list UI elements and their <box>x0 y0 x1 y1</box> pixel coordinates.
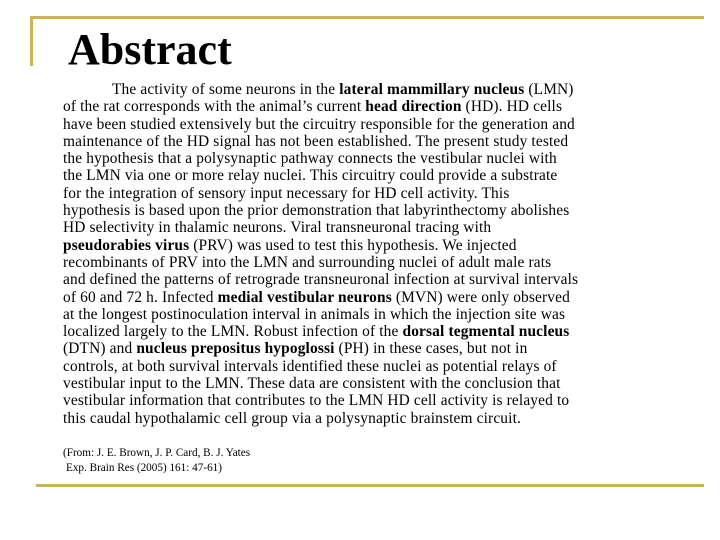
term-ph: nucleus prepositus hypoglossi <box>136 340 335 358</box>
abstract-line: and defined the patterns of retrograde transneuronal infection at survival intervals <box>63 271 579 289</box>
abstract-line: this caudal hypothalamic cell group via a polysynaptic brainstem circuit. <box>63 409 521 427</box>
accent-bar-top <box>30 16 704 19</box>
accent-bar-vertical <box>30 16 33 66</box>
abstract-line: recombinants of PRV into the LMN and surrounding nuclei of adult male rats <box>63 253 552 271</box>
term-head-direction: head direction <box>365 98 462 116</box>
term-prv: pseudorabies virus <box>63 236 190 254</box>
abstract-line: of 60 and 72 h. Infected medial vestibular neurons (MVN) were only observed <box>63 288 570 306</box>
abstract-line: vestibular input to the LMN. These data are consistent with the conclusion that <box>63 375 561 393</box>
abstract-line: maintenance of the HD signal has not been established. The present study tested <box>63 132 569 150</box>
abstract-line: vestibular information that contributes to the LMN HD cell activity is relayed to <box>63 392 570 410</box>
abstract-line: the hypothesis that a polysynaptic pathway connects the vestibular nuclei with <box>63 150 557 168</box>
accent-bar-bottom <box>36 484 704 487</box>
abstract-line: the LMN via one or more relay nuclei. This circuitry could provide a substrate <box>63 167 558 185</box>
citation-journal: Exp. Brain Res (2005) 161: 47-61) <box>66 462 222 474</box>
abstract-line: hypothesis is based upon the prior demonstration that labyrinthectomy abolishes <box>63 202 570 220</box>
abstract-line: of the rat corresponds with the animal’s current head direction (HD). HD cells <box>63 98 563 116</box>
term-lmn: lateral mammillary nucleus <box>339 81 525 98</box>
abstract-line: pseudorabies virus (PRV) was used to test this hypothesis. We injected <box>63 236 517 254</box>
term-dtn: dorsal tegmental nucleus <box>402 323 570 341</box>
abstract-line: The activity of some neurons in the lateral mammillary nucleus (LMN) <box>112 81 574 98</box>
term-mvn: medial vestibular neurons <box>217 288 392 306</box>
citation <box>63 446 250 476</box>
abstract-line: have been studied extensively but the circuitry responsible for the generation and <box>63 115 575 133</box>
abstract-body <box>63 81 655 427</box>
slide-title: Abstract <box>68 25 232 74</box>
abstract-line: (DTN) and nucleus prepositus hypoglossi (PH) in these cases, but not in <box>63 340 528 358</box>
abstract-line: for the integration of sensory input necessary for HD cell activity. This <box>63 184 510 202</box>
abstract-line: controls, at both survival intervals identified these nuclei as potential relays of <box>63 357 557 375</box>
abstract-line: HD selectivity in thalamic neurons. Viral transneuronal tracing with <box>63 219 492 237</box>
citation-authors: (From: J. E. Brown, J. P. Card, B. J. Yates <box>63 447 251 459</box>
abstract-line: at the longest postinoculation interval in animals in which the injection site was <box>63 305 566 323</box>
abstract-line: localized largely to the LMN. Robust infection of the dorsal tegmental nucleus <box>63 323 570 341</box>
